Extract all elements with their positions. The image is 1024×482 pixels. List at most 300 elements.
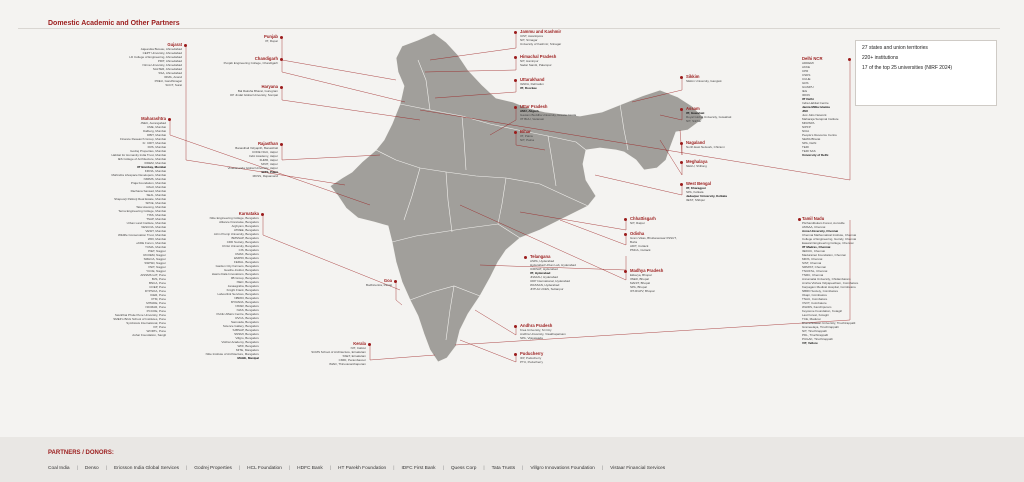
institution-item: YCCE, Nagpur [146, 269, 166, 273]
institution-item: NIT, Raipur [630, 221, 646, 225]
institution-item: Garden City Farmers, Bengaluru [215, 264, 259, 268]
institution-item: Easwari Engineering College, Chennai [802, 241, 854, 245]
institution-item: Pitchandikulam Forest, Auroville [802, 221, 845, 225]
region-uttarakhand-name: Uttarakhand [520, 77, 545, 82]
institution-item: MITADE, Pune [146, 301, 166, 305]
institution-item: Bharathidasan University, Tiruchirappalli [802, 321, 856, 325]
institution-item: TERI [802, 145, 809, 149]
region-chandigarh [170, 56, 278, 65]
institution-item: PTU, Puducherry [520, 360, 544, 364]
institution-item: SPCE, Mumbai [145, 201, 166, 205]
institution-item: Royal Global University, Guwahati [686, 115, 732, 119]
stat-states: 27 states and union territories [862, 45, 928, 51]
institution-item: IGNFA, Dehradun [520, 82, 544, 86]
institution-item: WRI, Mumbai [147, 237, 166, 241]
institution-item: Godrej Properties, Mumbai [130, 149, 166, 153]
institution-item: WFF, Bengaluru [237, 344, 259, 348]
marker-gujarat [184, 44, 187, 47]
region-bihar [520, 129, 534, 142]
region-odisha [630, 231, 677, 252]
institution-item: SNSMI, Bengaluru [234, 332, 259, 336]
institution-item: ADIT, Cuttack [630, 244, 649, 248]
institution-item: IEG [802, 89, 808, 93]
institution-item: NIT, Srinagar [520, 38, 538, 42]
institution-item: Nirma University, Ahmedabad [142, 63, 182, 67]
institution-item: TNUIFSL, Chennai [802, 269, 828, 273]
region-assam-list [686, 111, 731, 123]
institution-item: SPA, Delhi [802, 141, 817, 145]
institution-item: Anna University, Chennai [802, 229, 839, 233]
institution-item: TISS, Mumbai [146, 213, 166, 217]
institution-item: SSA, Ahmedabad [158, 71, 182, 75]
marker-himachal [514, 56, 517, 59]
stat-institutions: 220+ institutions [862, 55, 899, 61]
institution-item: SMHCA, Nagpur [143, 257, 166, 261]
marker-tn [798, 218, 801, 221]
institution-item: SPA, Vijayawada [520, 336, 543, 340]
institution-item: RCOEM, Nagpur [143, 253, 166, 257]
institution-item: VIT, Pune [152, 325, 166, 329]
region-karnataka-name: Karnataka [238, 211, 259, 216]
region-rajasthan [180, 141, 278, 178]
institution-item: MYRADA, Bengaluru [230, 300, 259, 304]
region-mp-list [630, 273, 663, 293]
region-telangana-list [530, 259, 576, 291]
marker-kerala [368, 343, 371, 346]
institution-item: MKRSPA [802, 121, 815, 125]
institution-item: IIT, Roorkee [520, 86, 537, 90]
institution-item: SPA, Kolkata [686, 190, 704, 194]
institution-item: SIST, Chennai [802, 261, 822, 265]
institution-item: Urban Land Institute, Mumbai [126, 221, 166, 225]
region-punjab [200, 34, 278, 43]
region-punjab-name: Punjab [264, 34, 278, 39]
region-mp-name: Madhya Pradesh [630, 268, 664, 273]
institution-item: CMID, Perambavoor [338, 358, 366, 362]
region-maharashtra [20, 116, 166, 337]
institution-item: Alliance Francaise, Bengaluru [219, 220, 259, 224]
institution-item: GDS [802, 81, 809, 85]
institution-item: Villgro, Bengaluru [235, 336, 259, 340]
institution-item: Tata Housing, Mumbai [136, 205, 166, 209]
institution-item: Public Affairs Centre, Bengaluru [216, 312, 259, 316]
institution-item: TERI SAS [802, 149, 816, 153]
institution-item: ISEC, Bengaluru [236, 280, 259, 284]
india-map [330, 33, 704, 362]
institution-item: IUST, Awantipora [520, 34, 543, 38]
region-odisha-list [630, 236, 677, 252]
institution-item: Azim Premji University, Bengaluru [213, 232, 259, 236]
region-maharashtra-list [20, 121, 166, 337]
institution-item: Amrita Vishwa Vidyapeetham, Coimbatore [802, 281, 859, 285]
donor-separator: | [329, 466, 331, 471]
region-himachal [520, 54, 556, 67]
region-jammu-list [520, 34, 561, 46]
institution-item: Madurainet Foundation, Chennai [802, 253, 846, 257]
region-haryana-name: Haryana [261, 84, 278, 89]
region-assam [686, 106, 731, 123]
region-nagaland [686, 140, 725, 149]
region-chandigarh-list [170, 61, 278, 65]
institution-item: BNCA, Pune [148, 281, 166, 285]
region-wb [686, 181, 727, 202]
marker-wb [680, 183, 683, 186]
institution-item: IRMA, Anand [164, 75, 182, 79]
region-sikkim [686, 74, 722, 83]
institution-item: College of Engineering, Guindy, Chennai [802, 237, 857, 241]
institution-item: Habitat for Humanity India Trust, Mumbai [111, 153, 166, 157]
institution-item: Finance Research Group, Mumbai [120, 137, 166, 141]
institution-item: LD College of Engineering, Ahmedabad [129, 55, 182, 59]
institution-item: RAHI, Mumbai [146, 185, 166, 189]
institution-item: NIT, Silchar [686, 119, 702, 123]
institution-item: Symbiosis International, Pune [126, 321, 166, 325]
institution-item: IIT Delhi [802, 97, 814, 101]
institution-item: Chennai Mathematical Institute, Chennai [802, 233, 857, 237]
region-goa-list [330, 283, 392, 287]
institution-item: TSAP, Mumbai [146, 217, 166, 221]
marker-haryana [280, 86, 283, 89]
institution-item: Annamalai University, Chidambaram [802, 277, 851, 281]
institution-item: COEP, Pune [149, 285, 166, 289]
marker-karnataka [261, 213, 264, 216]
marker-mp [624, 270, 627, 273]
institution-item: University of Delhi [802, 153, 829, 157]
marker-bihar [514, 131, 517, 134]
region-maharashtra-name: Maharashtra [141, 116, 166, 121]
institution-item: FRS, Mumbai [147, 145, 166, 149]
institution-item: CME, Mumbai [146, 125, 166, 129]
institution-item: IIFDN [802, 93, 810, 97]
region-meghalaya-name: Meghalaya [686, 159, 708, 164]
region-up-name: Uttar Pradesh [520, 104, 548, 109]
institution-item: MIDS, Chennai [802, 257, 823, 261]
institution-item: Gautam Buddha University, Greater Noida [520, 113, 577, 117]
region-tn-list [802, 221, 858, 345]
institution-item: SSPSD, Nagpur [144, 261, 166, 265]
region-haryana-list [180, 89, 278, 97]
institution-item: Burla [630, 240, 638, 244]
institution-item: Aajeevika Bureau, Ahmedabad [140, 47, 182, 51]
institution-item: Christ University, Bengaluru [222, 244, 259, 248]
donor-separator: | [288, 466, 291, 471]
donor-item: Coal India [48, 466, 70, 471]
marker-up [514, 106, 517, 109]
region-gujarat-name: Gujarat [167, 42, 182, 47]
institution-item: SJBSAP, Bengaluru [232, 328, 259, 332]
donor-item: Villgro Innovations Foundation [530, 466, 595, 471]
institution-item: IFP, Puducherry [520, 356, 542, 360]
institution-item: Eklavya, Bhopal [630, 273, 652, 277]
region-nagaland-list [686, 145, 725, 149]
institution-item: NEHU, Shillong [686, 164, 707, 168]
institution-item: Terna Engineering College, Mumbai [118, 209, 166, 213]
region-jammu-name: Jammu and Kashmir [520, 29, 562, 34]
institution-item: IIT BHU, Varanasi [520, 117, 544, 121]
institution-item: GGSIPU [802, 85, 814, 89]
donor-item: Godrej Properties [194, 466, 232, 471]
institution-item: Visthar Academy, Bengaluru [221, 340, 259, 344]
donor-separator: | [442, 466, 444, 471]
institution-item: Vivekananda Global University, Jaipur [227, 166, 278, 170]
institution-item: IIT, Patna [520, 134, 533, 138]
marker-telangana [524, 256, 527, 259]
donors-section [0, 437, 1024, 482]
institution-item: PCCOE, Pune [146, 309, 166, 313]
institution-item: Nitte Institute of Architecture, Mangaluru [205, 352, 259, 356]
institution-item: JNEC, Aurangabad [140, 121, 166, 125]
institution-item: VIT, Vellore [802, 341, 818, 345]
institution-item: NBRD Society, Coimbatore [802, 289, 839, 293]
donor-separator: | [186, 466, 188, 471]
region-puducherry-list [520, 356, 543, 364]
institution-item: IIIT-RGPV, Bhopal [630, 289, 655, 293]
institution-item: AMSAA, Chennai [802, 225, 826, 229]
region-kerala-name: Kerala [353, 341, 366, 346]
institution-item: CDD Society, Bengaluru [226, 240, 259, 244]
institution-item: PUGAK, Tiruchirappalli [802, 337, 833, 341]
institution-item: Banasthali Vidyapith, Banasthali [235, 146, 278, 150]
institution-item: BMSSAP, Bengaluru [231, 236, 259, 240]
institution-item: ASPA, Hyderabad [530, 259, 555, 263]
region-kerala [280, 341, 366, 366]
region-chhattisgarh [630, 216, 656, 225]
region-bihar-name: Bihar [520, 129, 531, 134]
institution-item: Bodhicentra, Panaji [365, 283, 392, 287]
marker-nagaland [680, 142, 683, 145]
institution-item: WORTL, Pune [146, 329, 166, 333]
institution-item: MITE, Mangaluru [235, 348, 259, 352]
region-sikkim-list [686, 79, 722, 83]
institution-item: NIUA [802, 129, 810, 133]
institution-item: WHIDS, Kanchipuram [802, 305, 832, 309]
institution-item: Nitte Engineering College, Bengaluru [209, 216, 259, 220]
region-mp [630, 268, 663, 293]
institution-item: Bal Raksha Bharat, Gurugram [237, 89, 278, 93]
institution-item: India Habitat Centre [802, 101, 829, 105]
region-chhattisgarh-list [630, 221, 656, 225]
region-jammu [520, 29, 561, 46]
region-rajasthan-list [180, 146, 278, 178]
institution-item: Samvada, Bengaluru [230, 320, 259, 324]
institution-item: Science Gallery, Bengaluru [222, 324, 259, 328]
institution-item: ATREE, Bengaluru [233, 228, 259, 232]
region-sikkim-name: Sikkim [686, 74, 700, 79]
institution-item: WASSAN, Hyderabad [530, 283, 560, 287]
donor-item: Quess Corp [450, 466, 477, 471]
institution-item: ADDEMI [802, 61, 814, 65]
institution-item: People's Resource Centre [802, 133, 837, 137]
institution-item: IIEDUC, Chennai [802, 249, 826, 253]
institution-item: IIT Bombay, Mumbai [137, 165, 166, 169]
region-wb-list [686, 186, 727, 202]
region-karnataka [170, 211, 259, 360]
institution-item: CSDS [802, 73, 811, 77]
institution-item: JNAFAU, Hyderabad [530, 275, 558, 279]
institution-item: IIT, Hyderabad [530, 271, 551, 275]
institution-item: SSET, Ernakulam [342, 354, 366, 358]
institution-item: RVCA, Bengaluru [235, 316, 259, 320]
institution-item: SCCT, Surat [165, 83, 182, 87]
region-chandigarh-name: Chandigarh [254, 56, 278, 61]
institution-item: CODE NGU, Jaipur [251, 150, 278, 154]
institution-item: IITM, Pune [151, 297, 166, 301]
institution-item: PMCA, Cuttack [630, 248, 651, 252]
institution-item: NSSR, Bengaluru [235, 304, 259, 308]
institution-item: IIT, Ropar [264, 39, 278, 43]
region-odisha-name: Odisha [630, 231, 645, 236]
donors-list [48, 466, 665, 471]
institution-item: Knight Frank, Bengaluru [226, 288, 259, 292]
region-kerala-list [280, 346, 366, 366]
institution-item: Indic Academy, Jaipur [248, 154, 278, 158]
institution-item: FERAL, Bengaluru [233, 260, 259, 264]
institution-item: SEWA Bharat [802, 137, 821, 141]
institution-item: Punjab Engineering College, Chandigarh [223, 61, 278, 65]
institution-item: SMEF's Brick School of Institutes, Pune [113, 317, 166, 321]
institution-item: IIIDEM, Mumbai [144, 161, 166, 165]
marker-chhattisgarh [624, 218, 627, 221]
donors-title: PARTNERS / DONORS: [48, 450, 114, 456]
institution-item: CUHE [802, 77, 811, 81]
marker-odisha [624, 233, 627, 236]
donor-separator: | [238, 466, 241, 471]
institution-item: AMU, Aligarh [520, 109, 539, 113]
region-assam-name: Assam [686, 106, 700, 111]
institution-item: NMIMS, Mumbai [143, 177, 166, 181]
region-bihar-list [520, 134, 534, 142]
marker-punjab [280, 36, 283, 39]
region-himachal-list [520, 59, 556, 67]
region-up [520, 104, 576, 121]
institution-item: VESCOA, Mumbai [141, 225, 166, 229]
institution-item: SRMIST, Chennai [802, 265, 826, 269]
institution-item: IIHMR, Jaipur [259, 158, 278, 162]
institution-item: Arghyam, Bengaluru [231, 224, 259, 228]
institution-item: MNIT, Jaipur [261, 162, 278, 166]
stat-universities: 17 of the top 25 universities (NIRF 2024) [862, 65, 953, 71]
institution-item: AKKE [802, 65, 811, 69]
institution-item: Sadar Samiti, Palampur [520, 63, 552, 67]
donor-separator: | [522, 466, 524, 471]
institution-item: Just Jobs Network [802, 113, 827, 117]
institution-item: Goethe-Institut, Bengaluru [223, 268, 259, 272]
institution-item: Wildlife Conservation Trust, Mumbai [117, 233, 166, 237]
region-chhattisgarh-name: Chhattisgarh [630, 216, 656, 221]
marker-assam [680, 108, 683, 111]
institution-item: eKDE Forum, Mumbai [136, 241, 166, 245]
marker-rajasthan [280, 143, 283, 146]
institution-item: NIAS, Bengaluru [236, 308, 259, 312]
region-goa [330, 278, 392, 287]
institution-item: IIT Madras, Chennai [802, 245, 831, 249]
donor-separator: | [483, 466, 485, 471]
region-punjab-list [200, 39, 278, 43]
region-uttarakhand [520, 77, 544, 90]
institution-item: PIET, Nagpur [148, 249, 166, 253]
stats-box [855, 40, 997, 106]
institution-item: ICER, Pune [150, 293, 166, 297]
institution-item: YCMA, Mumbai [144, 245, 166, 249]
institution-item: IIB Group, Bengaluru [230, 276, 259, 280]
institution-item: IIT, Kharagpur [686, 186, 707, 190]
institution-item: IISER, Bhopal [630, 277, 649, 281]
institution-item: NIPFP [802, 125, 811, 129]
institution-item: Maharaja Surajmal Institute [802, 117, 839, 121]
institution-item: Shapoorji Pallonji Real Estate, Mumbai [114, 197, 166, 201]
institution-item: IES College of Architecture, Mumbai [117, 157, 166, 161]
institution-item: IIEST, Shibpur [686, 198, 706, 202]
institution-item: Okapi, Coimbatore [802, 293, 828, 297]
institution-item: TCE, Madurai [802, 317, 821, 321]
institution-item: ICRISAT, Hyderabad [530, 267, 558, 271]
institution-item: Keystone Foundation, Kotagiri [802, 309, 843, 313]
region-gujarat-list [40, 47, 182, 87]
page-title: Domestic Academic and Other Partners [48, 20, 180, 27]
region-tn [802, 216, 858, 345]
institution-item: Mahindra Lifespace Developers, Mumbai [111, 173, 166, 177]
institution-item: Andhra University, Visakhapatnam [520, 332, 566, 336]
institution-item: VSVT, Coimbatore [802, 301, 827, 305]
institution-item: SCMS School of Architecture, Ernakulam [311, 350, 366, 354]
institution-item: North East Network, Chizami [686, 145, 725, 149]
region-puducherry-name: Puducherry [520, 351, 544, 356]
institution-item: Jamia Millia Islamia [802, 105, 830, 109]
institution-item: TNAU, Coimbatore [802, 297, 828, 301]
institution-item: Labourlink Services, Bengaluru [217, 292, 259, 296]
region-ap-name: Andhra Pradesh [520, 323, 553, 328]
institution-item: CIS, Bengaluru [238, 248, 259, 252]
institution-item: CPR [802, 69, 809, 73]
institution-item: MKSS, Rajsamand [252, 174, 278, 178]
region-puducherry [520, 351, 543, 364]
institution-item: MANIT, Bhopal [630, 281, 651, 285]
donor-item: IDFC First Bank [401, 466, 436, 471]
institution-item: Last Forest, Kotagiri [802, 313, 829, 317]
institution-item: VESIT, Mumbai [145, 229, 166, 233]
marker-chandigarh [280, 58, 283, 61]
institution-item: Savitribai Phule Pune University, Pune [114, 313, 166, 317]
donor-item: Vistaar Financial Services [610, 466, 666, 471]
donor-item: Tata Trusts [491, 466, 516, 471]
institution-item: Hasiru Dala Innovations, Bengaluru [211, 272, 259, 276]
region-karnataka-list [170, 216, 259, 360]
institution-item: VNIT, Nagpur [147, 265, 166, 269]
institution-item: Janaagraha, Bengaluru [227, 284, 259, 288]
region-uttarakhand-list [520, 82, 544, 90]
marker-uttarakhand [514, 79, 517, 82]
institution-item: University of Kashmir, Srinagar [520, 42, 562, 46]
institution-item: NIT, Tiruchirappalli [802, 329, 827, 333]
region-nagaland-name: Nagaland [686, 140, 705, 145]
institution-item: DBIT, Mumbai [147, 133, 166, 137]
institution-item: SALTER, Ahmedabad [152, 67, 182, 71]
institution-item: Gram Vikas, Bhubaneswar IISSUT, [630, 236, 677, 240]
institution-item: Sikkim University, Gangtok [686, 79, 722, 83]
donor-separator: | [393, 466, 395, 471]
institution-item: Rachana Sansad, Mumbai [130, 189, 166, 193]
institution-item: Jadavpur University, Kolkata [686, 194, 727, 198]
map-shape-india [330, 33, 704, 362]
institution-item: IIT, Guwahati [686, 111, 705, 115]
institution-item: NICMAR, Pune [145, 305, 166, 309]
region-himachal-name: Himachal Pradesh [520, 54, 557, 59]
institution-item: BJS, Pune [151, 277, 166, 281]
institution-item: Grameelaya, Tiruchirappalli [802, 325, 839, 329]
marker-delhi [848, 58, 851, 61]
region-gujarat [40, 42, 182, 87]
institution-item: IMAD, Thiruvananthapuram [329, 362, 366, 366]
